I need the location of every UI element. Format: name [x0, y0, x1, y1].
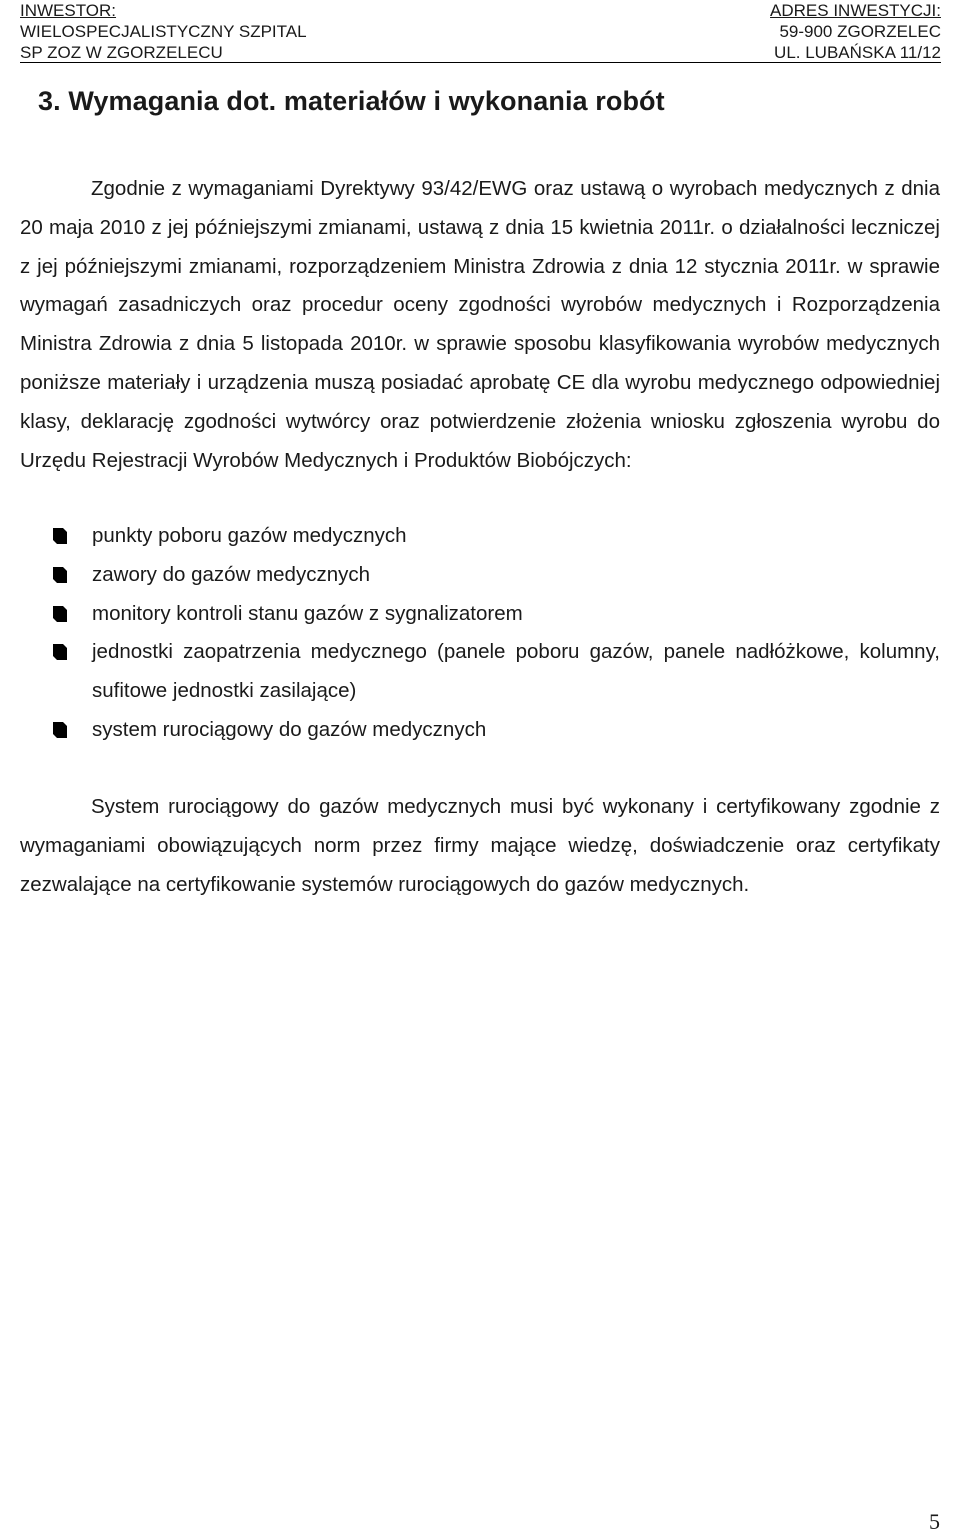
list-item [20, 633, 940, 711]
list-item-text: monitory kontroli stanu gazów z sygnalizatorem [92, 601, 523, 625]
page-header [20, 0, 941, 63]
square-bullet-icon [53, 606, 67, 622]
address-line1: 59-900 ZGORZELEC [779, 22, 941, 41]
square-bullet-icon [53, 567, 67, 583]
square-bullet-icon [53, 722, 67, 738]
list-item [20, 595, 940, 634]
investment-address-block [770, 0, 941, 63]
list-item [20, 711, 940, 750]
investor-name-line2: SP ZOZ W ZGORZELECU [20, 43, 223, 62]
section-title: 3. Wymagania dot. materiałów i wykonania robót [38, 86, 665, 116]
page-number: 5 [929, 1509, 940, 1534]
certification-paragraph: System rurociągowy do gazów medycznych musi być wykonany i certyfikowany zgodnie z wymaganiami obowiązujących norm przez firmy mające wiedzę, doświadczenie oraz certyfikaty zezwalające na certyfikowanie systemów rurociągowych do gazów medycznych. [20, 795, 940, 896]
list-item [20, 556, 940, 595]
requirements-paragraph: Zgodnie z wymaganiami Dyrektywy 93/42/EWG oraz ustawą o wyrobach medycznych z dnia 20 maja 2010 z jej późniejszymi zmianami, ustawą z dnia 15 kwietnia 2011r. o działalności leczniczej z jej późniejszymi zmianami, rozporządzeniem Ministra Zdrowia z dnia 12 stycznia 2011r. w sprawie wymagań zasadniczych oraz procedur oceny zgodności wyrobów medycznych i Rozporządzenia Ministra Zdrowia z dnia 5 listopada 2010r. w sprawie sposobu klasyfikowania wyrobów medycznych poniższe materiały i urządzenia muszą posiadać aprobatę CE dla wyrobu medycznego odpowiedniej klasy, deklarację zgodności wytwórcy oraz potwierdzenie złożenia wniosku zgłoszenia wyrobu do Urzędu Rejestracji Wyrobów Medycznych i Produktów Biobójczych: [20, 177, 940, 472]
address-label: ADRES INWESTYCJI: [770, 1, 941, 20]
list-item-text: zawory do gazów medycznych [92, 562, 371, 586]
equipment-list [20, 517, 940, 750]
list-item-text: punkty poboru gazów medycznych [92, 524, 407, 547]
address-line2: UL. LUBAŃSKA 11/12 [774, 43, 941, 62]
investor-name-line1: WIELOSPECJALISTYCZNY SZPITAL [20, 22, 307, 41]
list-item-text: system rurociągowy do gazów medycznych [92, 717, 487, 741]
square-bullet-icon [53, 644, 67, 660]
square-bullet-icon [53, 528, 67, 544]
list-item [20, 517, 940, 556]
investor-block [20, 0, 307, 63]
investor-label: INWESTOR: [20, 1, 117, 20]
list-item-text: jednostki zaopatrzenia medycznego (panele poboru gazów, panele nadłóżkowe, kolumny, sufitowe jednostki zasilające) [92, 640, 940, 703]
